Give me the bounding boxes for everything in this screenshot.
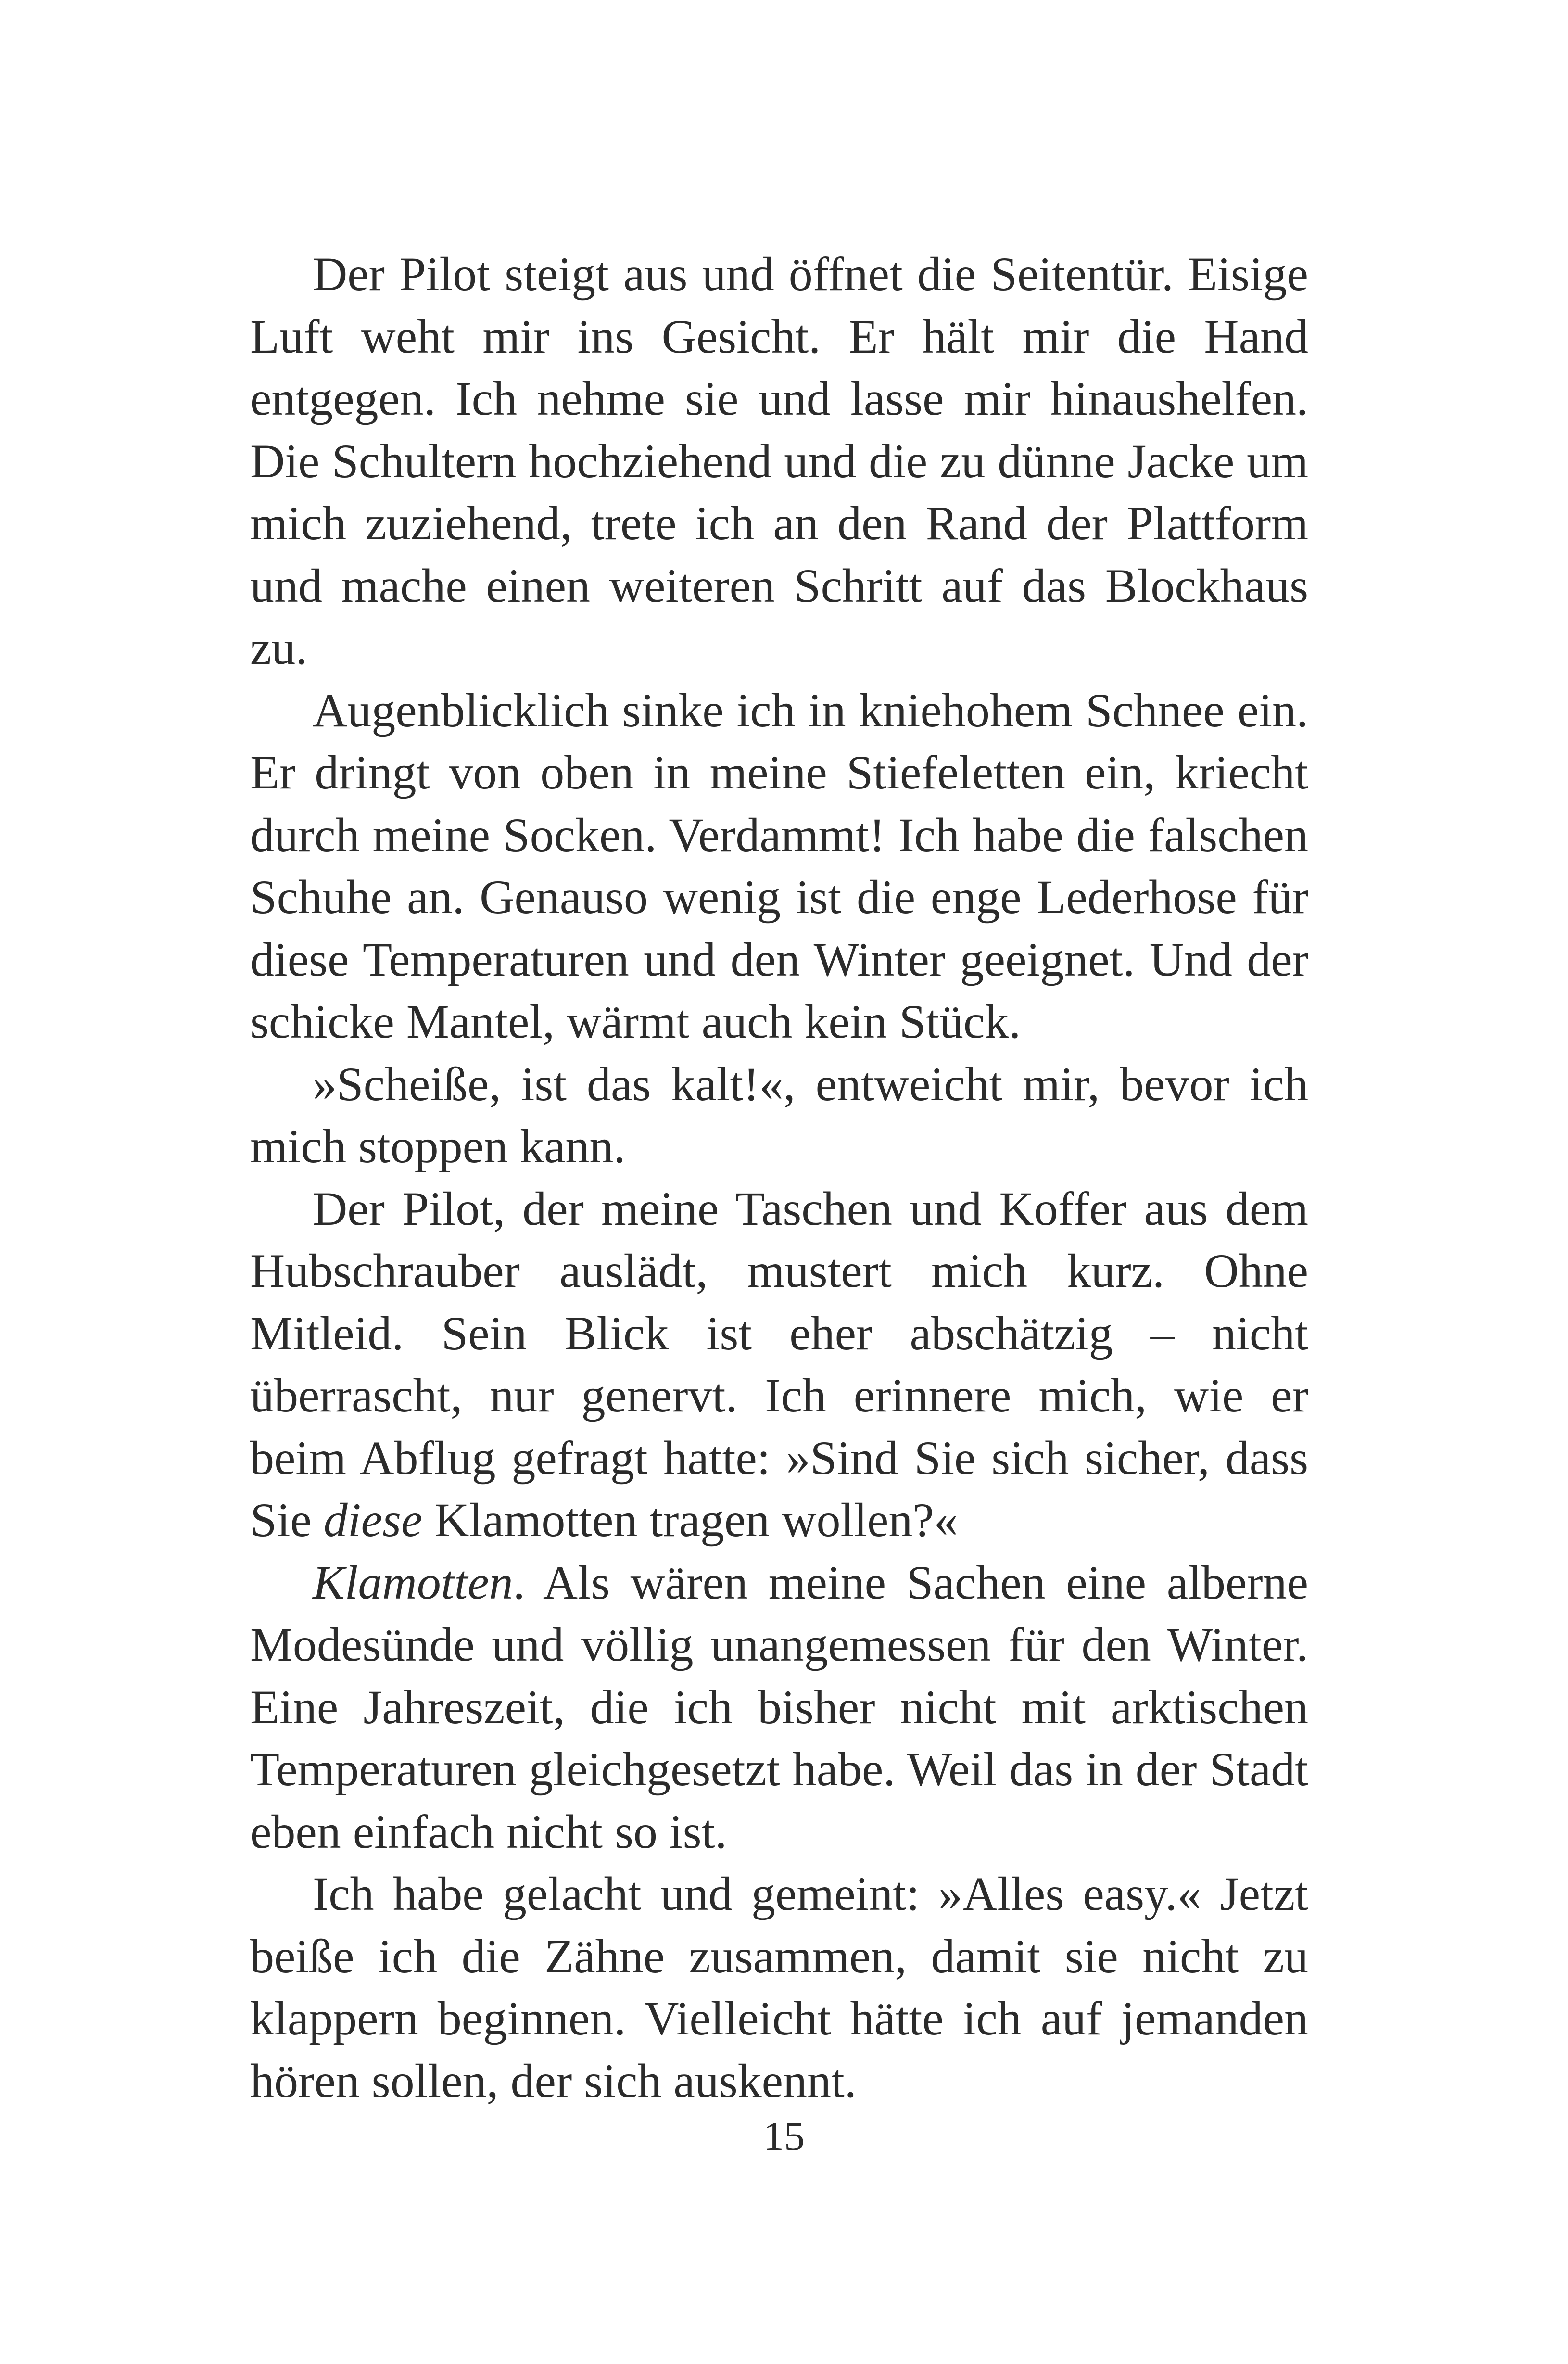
paragraph-5 — [250, 1551, 1308, 1863]
paragraph-text: Augenblicklich sinke ich in kniehohem Schnee ein. Er dringt von oben in meine Stiefeletten ein, kriecht durch meine Socken. Verdammt! Ich habe die falschen Schuhe an. Genauso wenig ist die enge Lederhose für diese Temperaturen und den Winter geeignet. Und der schicke Mantel, wärmt auch kein Stück. — [250, 683, 1308, 1048]
paragraph-2 — [250, 679, 1308, 1053]
paragraph-text: Der Pilot, der meine Taschen und Koffer aus dem Hubschrauber auslädt, mustert mich kurz. Ohne Mitleid. Sein Blick ist eher abschätzig – nicht überrascht, nur genervt. Ich erinnere mich, wie er beim Abflug gefragt hatte: »Sind Sie sich sicher, dass Sie — [250, 1182, 1308, 1547]
emphasized-word: Klamotten — [313, 1555, 513, 1609]
paragraph-4 — [250, 1178, 1308, 1551]
body-text — [250, 243, 1308, 2112]
paragraph-text: Ich habe gelacht und gemeint: »Alles easy.« Jetzt beiße ich die Zähne zusammen, damit sie nicht zu klappern beginnen. Vielleicht hätte ich auf jemanden hören sollen, der sich auskennt. — [250, 1867, 1308, 2108]
emphasized-word: diese — [323, 1493, 423, 1547]
paragraph-1 — [250, 243, 1308, 679]
paragraph-text: Klamotten tragen wollen?« — [422, 1493, 958, 1547]
paragraph-text: Der Pilot steigt aus und öffnet die Seitentür. Eisige Luft weht mir ins Gesicht. Er hält mir die Hand entgegen. Ich nehme sie und lasse mir hinaushelfen. Die Schultern hochziehend und die zu dünne Jacke um mich zuziehend, trete ich an den Rand der Plattform und mache einen weiteren Schritt auf das Blockhaus zu. — [250, 247, 1308, 674]
paragraph-6 — [250, 1863, 1308, 2112]
paragraph-3 — [250, 1053, 1308, 1178]
page-number: 15 — [763, 2113, 805, 2159]
paragraph-text: . Als wären meine Sachen eine alberne Modesünde und völlig unangemessen für den Winter. Eine Jahreszeit, die ich bisher nicht mit arktischen Temperaturen gleichgesetzt habe. Weil das in der Stadt eben einfach nicht so ist. — [250, 1555, 1308, 1858]
paragraph-text: »Scheiße, ist das kalt!«, entweicht mir, bevor ich mich stoppen kann. — [250, 1057, 1308, 1173]
